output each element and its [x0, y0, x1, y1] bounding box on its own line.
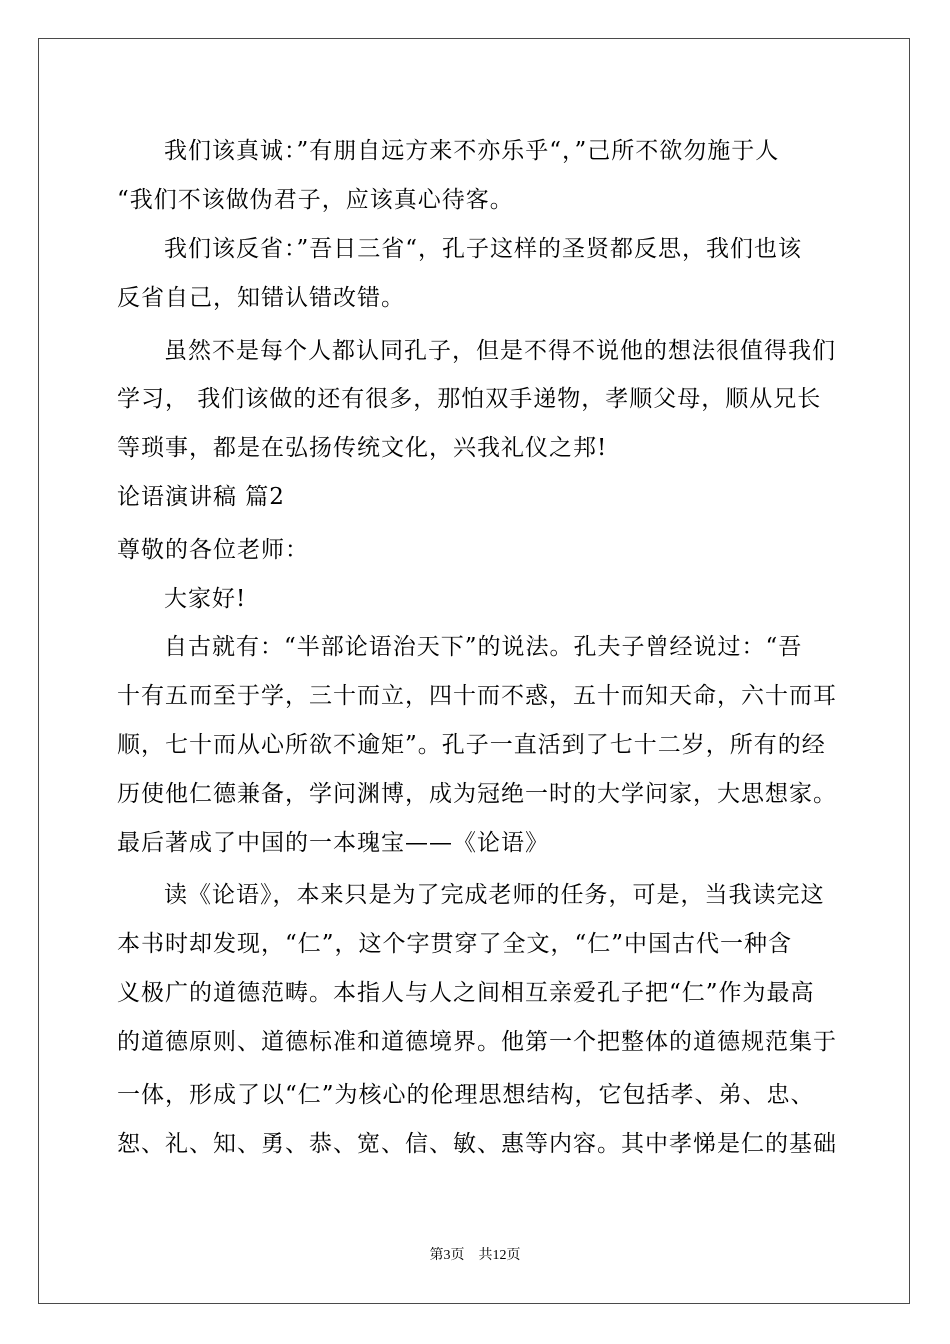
paragraph-line: 一体，形成了以“仁”为核心的伦理思想结构，它包括孝、弟、忠、 — [117, 1082, 815, 1108]
paragraph-line: 反省自己，知错认错改错。 — [117, 285, 405, 311]
salutation: 尊敬的各位老师： — [117, 537, 309, 563]
paragraph-line: 恕、礼、知、勇、恭、宽、信、敏、惠等内容。其中孝悌是仁的基础 — [117, 1131, 837, 1157]
paragraph-line: 十有五而至于学，三十而立，四十而不惑，五十而知天命，六十而耳 — [117, 683, 837, 709]
page-number-footer: 第3页 共12页 — [429, 1248, 521, 1263]
paragraph-line: 本书时却发现，“仁”，这个字贯穿了全文，“仁”中国古代一种含 — [117, 931, 793, 957]
paragraph-line: 等琐事，都是在弘扬传统文化，兴我礼仪之邦! — [117, 435, 608, 461]
page-border — [38, 38, 910, 1304]
paragraph-line: 义极广的道德范畴。本指人与人之间相互亲爱孔子把“仁”作为最高 — [117, 980, 815, 1006]
paragraph-line: 顺，七十而从心所欲不逾矩”。孔子一直活到了七十二岁，所有的经 — [117, 732, 826, 758]
paragraph-line: 读《论语》，本来只是为了完成老师的任务，可是，当我读完这 — [164, 882, 825, 908]
paragraph-line: 我们该反省：”吾日三省“，孔子这样的圣贤都反思，我们也该 — [164, 236, 803, 262]
paragraph-line: 最后著成了中国的一本瑰宝——《论语》 — [117, 830, 549, 856]
greeting: 大家好! — [164, 586, 247, 612]
paragraph-line: “我们不该做伪君子，应该真心待客。 — [117, 187, 514, 213]
paragraph-line: 自古就有：“半部论语治天下”的说法。孔夫子曾经说过：“吾 — [164, 634, 803, 660]
section-heading: 论语演讲稿 篇2 — [117, 484, 285, 510]
paragraph-line: 我们该真诚：”有朋自远方来不亦乐乎“，”己所不欲勿施于人 — [164, 138, 780, 164]
paragraph-line: 学习， 我们该做的还有很多，那怕双手递物，孝顺父母，顺从兄长 — [117, 386, 822, 412]
paragraph-line: 虽然不是每个人都认同孔子，但是不得不说他的想法很值得我们 — [164, 338, 836, 364]
paragraph-line: 历使他仁德兼备，学问渊博，成为冠绝一时的大学问家，大思想家。 — [117, 781, 837, 807]
paragraph-line: 的道德原则、道德标准和道德境界。他第一个把整体的道德规范集于 — [117, 1029, 837, 1055]
